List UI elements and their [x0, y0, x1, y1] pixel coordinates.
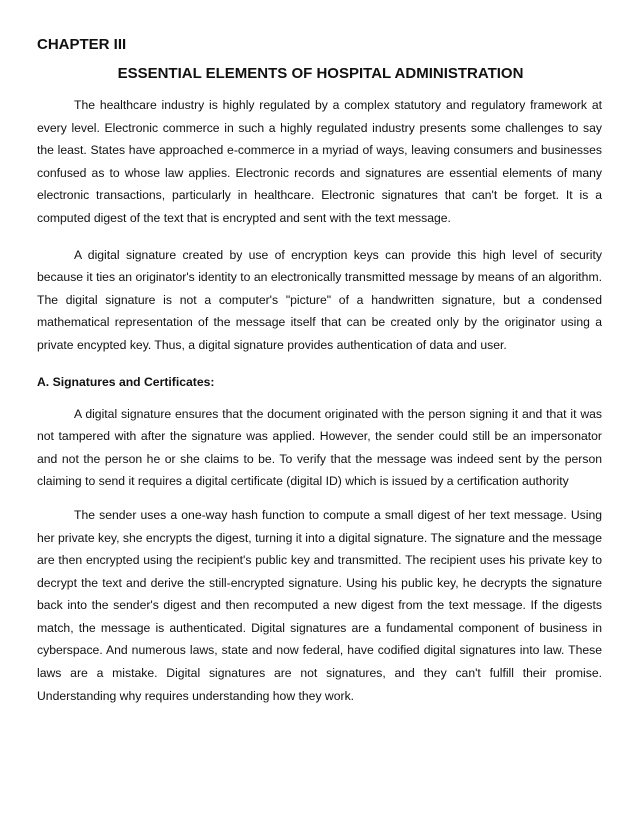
section-heading-signatures-certificates: A. Signatures and Certificates:	[37, 374, 215, 389]
chapter-title: ESSENTIAL ELEMENTS OF HOSPITAL ADMINISTRATION	[117, 65, 524, 82]
document-page	[37, 36, 602, 707]
paragraph-hash-function-process: The sender uses a one-way hash function to compute a small digest of her text message. Using her private key, she encrypts the digest, turning it into a digital signature. The signature and the message are then encrypted using the recipient's public key and transmitted. The recipient uses his private key to decrypt the text and derive the still-encrypted signature. Using his public key, he decrypts the signature back into the sender's digest and then recomputed a new digest from the text message. If the digests match, the message is authenticated. Digital signatures are a fundamental component of business in cyberspace. And numerous laws, state and now federal, have codified digital signatures into law. These laws are a mistake. Digital signatures are not signatures, and they can't fulfill their promise. Understanding why requires understanding how they work.	[37, 507, 602, 703]
paragraph-digital-certificate: A digital signature ensures that the document originated with the person signing it and that it was not tampered with after the signature was applied. However, the sender could still be an impersonator and not the person he or she claims to be. To verify that the message was indeed sent by the person claiming to send it requires a digital certificate (digital ID) which is issued by a certification authority	[37, 406, 602, 489]
paragraph-healthcare-regulation: The healthcare industry is highly regulated by a complex statutory and regulatory framework at every level. Electronic commerce in such a highly regulated industry presents some challenges to say the least. States have approached e-commerce in a myriad of ways, leaving consumers and businesses confused as to whose law applies. Electronic records and signatures are essential elements of many electronic transactions, particularly in healthcare. Electronic signatures that can't be forget. It is a computed digest of the text that is encrypted and sent with the text message.	[37, 98, 602, 225]
paragraph-digital-signature-security: A digital signature created by use of encryption keys can provide this high level of security because it ties an originator's identity to an electronically transmitted message by means of an algorithm. The digital signature is not a computer's "picture" of a handwritten signature, but a condensed mathematical representation of the message itself that can be created only by the originator using a private encypted key. Thus, a digital signature provides authentication of data and user.	[37, 247, 602, 352]
chapter-label: CHAPTER III	[37, 36, 127, 53]
